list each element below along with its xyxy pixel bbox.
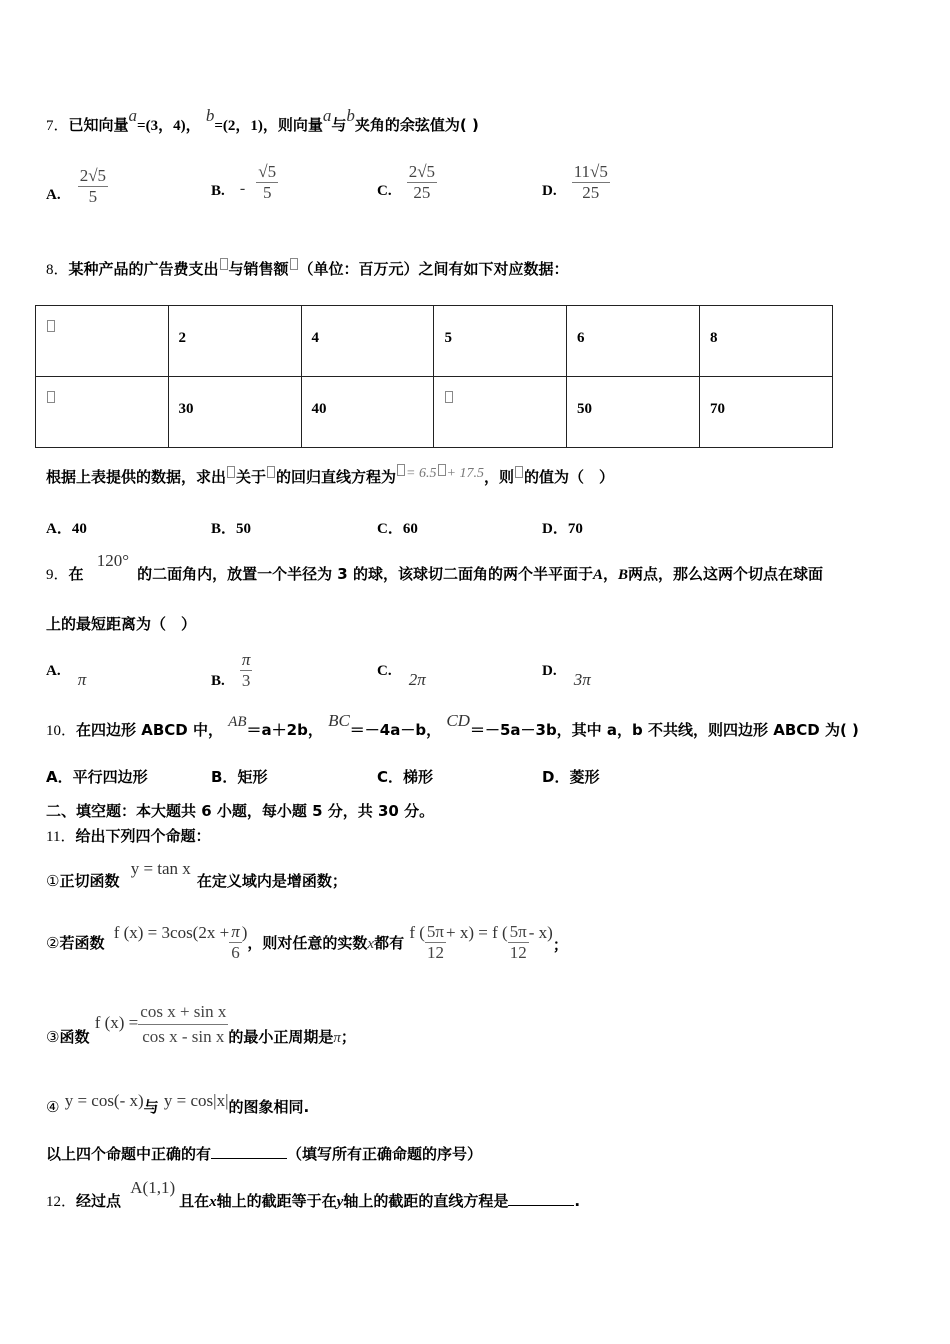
missing-glyph-icon	[47, 320, 55, 332]
option-text: 50	[236, 521, 252, 537]
stem-text: 的值为（ ）	[523, 468, 614, 486]
stem-text: 与	[143, 1098, 159, 1116]
denominator: 25	[413, 183, 431, 202]
question-8-option-a[interactable]	[46, 517, 87, 538]
vector-b: b	[346, 106, 355, 125]
stem-text: （单位：百万元）之间有如下对应数据：	[298, 260, 569, 278]
table-cell	[699, 377, 832, 448]
table-cell	[699, 306, 832, 377]
option-label: B．	[211, 768, 238, 786]
option-label: A．	[46, 521, 72, 537]
proposition-1	[46, 859, 347, 891]
stem-text: 根据上表提供的数据，求出	[46, 468, 227, 486]
formula: f (x) = 3cos(2x +	[113, 923, 230, 942]
question-7-option-c[interactable]	[377, 162, 437, 203]
formula: - x)	[528, 923, 553, 942]
cell-value: 6	[577, 330, 585, 346]
stem-text: 的回归直线方程为	[276, 468, 397, 486]
vector-a: a	[322, 106, 332, 125]
proposition-4	[46, 1090, 310, 1116]
table-cell-header	[36, 306, 169, 377]
fraction	[138, 1000, 228, 1049]
stem-text: ，	[602, 565, 618, 583]
question-7-stem	[46, 106, 479, 135]
angle-value: 120°	[96, 551, 130, 570]
option-label: C.	[377, 183, 392, 199]
minus-sign: -	[239, 180, 246, 197]
option-label: B.	[211, 673, 225, 689]
stem-text: （填写所有正确命题的序号）	[287, 1145, 483, 1163]
formula: y = cos|x|	[163, 1091, 229, 1110]
numerator: 2√5	[408, 162, 436, 181]
option-label: D.	[542, 183, 557, 199]
question-7-option-d[interactable]	[542, 162, 610, 203]
stem-text: 给出下列四个命题：	[75, 827, 211, 845]
table-cell	[567, 377, 700, 448]
option-label: B.	[211, 183, 225, 199]
option-text: 矩形	[237, 768, 268, 786]
option-value: 2π	[408, 670, 426, 689]
missing-glyph-icon	[397, 464, 405, 476]
question-number: 9．	[46, 567, 69, 583]
stem-text: 的二面角内，放置一个半径为 3 的球，该球切二面角的两个半平面于	[137, 565, 593, 583]
missing-glyph-icon	[267, 466, 275, 478]
question-number: 7．	[46, 118, 69, 134]
regression-equation: = 6.5	[406, 466, 437, 481]
question-9-option-b[interactable]	[211, 650, 252, 691]
cell-value: 2	[178, 330, 187, 346]
stem-text: 以上四个命题中正确的有	[46, 1145, 212, 1163]
variable-y: y	[336, 1194, 344, 1210]
stem-text: 经过点	[76, 1192, 122, 1210]
denominator: 25	[582, 183, 600, 202]
regression-equation-intercept: + 17.5	[446, 466, 484, 481]
formula: f (x) =	[94, 1013, 139, 1032]
proposition-3	[46, 1000, 356, 1049]
proposition-marker: ②	[46, 934, 60, 952]
option-value: π	[77, 670, 87, 689]
question-8-option-c[interactable]	[377, 517, 418, 538]
stem-text: ＝a＋2b，	[246, 721, 323, 739]
option-label: C.	[377, 663, 392, 679]
stem-text: 与销售额	[228, 260, 289, 278]
vector-ab: AB	[228, 714, 247, 730]
option-label: C．	[377, 768, 404, 786]
option-label: A．	[46, 768, 73, 786]
fraction	[78, 166, 108, 207]
vector-b-value: =(2，1)，则向量	[214, 118, 323, 134]
fraction	[572, 162, 610, 203]
stem-text: 轴上的截距的直线方程是	[343, 1192, 509, 1210]
question-9-option-a[interactable]	[46, 660, 87, 689]
table-row	[36, 306, 833, 377]
missing-glyph-icon	[220, 258, 228, 270]
vector-cd: CD	[446, 711, 470, 730]
option-text: 70	[567, 521, 583, 537]
numerator: π	[241, 650, 251, 669]
stem-text: 在	[68, 565, 84, 583]
denominator: 6	[231, 943, 240, 962]
numerator: 11√5	[573, 162, 608, 181]
stem-text: 夹角的余弦值为( )	[354, 116, 479, 134]
option-label: D．	[542, 768, 570, 786]
stem-text: 且在	[179, 1192, 210, 1210]
option-label: A.	[46, 187, 61, 203]
section-heading-text: 二、填空题：本大题共 6 小题，每小题 5 分，共 30 分。	[46, 802, 435, 820]
point-a: A	[592, 567, 603, 583]
variable-x: x	[367, 936, 375, 952]
missing-glyph-icon	[438, 464, 446, 476]
cell-value: 8	[709, 330, 718, 346]
data-table	[35, 305, 833, 448]
missing-glyph-icon	[290, 258, 298, 270]
option-value: 3π	[573, 670, 591, 689]
table-cell	[434, 306, 567, 377]
denominator: 12	[509, 943, 527, 962]
stem-text: 在四边形 ABCD 中，	[76, 721, 223, 739]
question-10-option-a[interactable]	[46, 766, 148, 787]
stem-text: 函数	[59, 1028, 90, 1046]
option-label: B．	[211, 521, 237, 537]
cell-value: 70	[709, 401, 725, 417]
question-9-option-d[interactable]	[542, 660, 591, 689]
missing-glyph-icon	[227, 466, 235, 478]
fraction	[256, 162, 278, 203]
stem-text: 的图象相同.	[228, 1098, 310, 1116]
numerator: 2√5	[79, 166, 107, 185]
numerator: π	[231, 922, 240, 941]
proposition-marker: ④	[46, 1098, 60, 1116]
vector-bc: BC	[328, 711, 350, 730]
proposition-marker: ①	[46, 872, 60, 890]
option-label: D．	[542, 521, 568, 537]
stem-text: 与	[331, 116, 347, 134]
stem-text: ＝－5a－3b，其中 a，b 不共线，则四边形 ABCD 为( )	[469, 721, 859, 739]
question-11-intro	[46, 825, 210, 846]
option-text: 60	[402, 521, 418, 537]
denominator: 5	[262, 183, 272, 202]
table-cell	[567, 306, 700, 377]
cell-value: 30	[178, 401, 194, 417]
stem-text: .	[574, 1192, 581, 1210]
answer-blank[interactable]	[211, 1158, 287, 1159]
question-10-option-b[interactable]	[211, 766, 267, 787]
stem-text: 都有	[374, 934, 405, 952]
proposition-marker: ③	[46, 1028, 60, 1046]
denominator: 5	[88, 187, 98, 206]
stem-text: 已知向量	[68, 116, 129, 134]
vector-a: a	[128, 106, 138, 125]
stem-text: 正切函数	[59, 872, 120, 890]
stem-text: 在定义域内是增函数；	[196, 872, 347, 890]
question-9-option-c[interactable]	[377, 660, 426, 689]
cell-value: 50	[577, 401, 592, 417]
formula: y = tan x	[130, 859, 191, 878]
stem-text: ＝－4a－b，	[349, 721, 442, 739]
question-number: 8．	[46, 262, 69, 278]
cell-value: 4	[311, 330, 319, 346]
question-7-option-a[interactable]	[46, 166, 108, 207]
denominator: 12	[426, 943, 444, 962]
table-cell-header	[36, 377, 169, 448]
option-label: A.	[46, 663, 61, 679]
question-8-option-d[interactable]	[542, 517, 583, 538]
table-cell	[168, 377, 301, 448]
numerator: cos x + sin x	[138, 1000, 228, 1025]
question-10-stem	[46, 711, 859, 740]
stem-text: 若函数	[59, 934, 105, 952]
stem-text: 上的最短距离为（ ）	[46, 615, 197, 633]
vector-b: b	[205, 106, 215, 125]
question-8-follow	[46, 466, 614, 487]
question-8-option-b[interactable]	[211, 517, 251, 538]
stem-text: 的最小正周期是	[228, 1028, 334, 1046]
stem-text: ，则	[483, 468, 514, 486]
fraction	[229, 922, 242, 963]
numerator: √5	[258, 162, 277, 181]
point-b: B	[618, 567, 629, 583]
answer-blank[interactable]	[508, 1205, 574, 1206]
question-number: 12．	[46, 1194, 77, 1210]
question-number: 10．	[46, 723, 77, 739]
numerator: 5π	[426, 922, 444, 941]
question-8-stem	[46, 258, 569, 279]
fraction	[240, 650, 253, 691]
table-cell	[301, 377, 434, 448]
option-text: 平行四边形	[72, 768, 148, 786]
stem-text: ；	[340, 1028, 356, 1046]
question-10-option-d[interactable]	[542, 766, 599, 787]
formula: y = cos(- x)	[64, 1091, 144, 1110]
fraction	[425, 922, 446, 963]
stem-text: 轴上的截距等于在	[216, 1192, 337, 1210]
stem-text: ；	[552, 936, 568, 954]
option-label: D.	[542, 663, 557, 679]
denominator: cos x - sin x	[142, 1027, 225, 1046]
missing-glyph-icon	[515, 466, 523, 478]
numerator: 5π	[509, 922, 527, 941]
missing-glyph-icon	[445, 391, 453, 403]
question-12-stem	[46, 1178, 581, 1211]
pi-symbol: π	[333, 1030, 341, 1046]
fraction	[407, 162, 437, 203]
table-cell-unknown	[434, 377, 567, 448]
missing-glyph-icon	[47, 391, 55, 403]
variable-x: x	[209, 1194, 217, 1210]
table-cell	[301, 306, 434, 377]
question-10-option-c[interactable]	[377, 766, 433, 787]
option-text: 菱形	[569, 768, 600, 786]
cell-value: 5	[444, 330, 452, 346]
stem-text: 关于	[236, 468, 267, 486]
table-cell	[168, 306, 301, 377]
question-9-stem-line-2	[46, 613, 196, 634]
option-text: 梯形	[403, 768, 434, 786]
section-heading	[46, 800, 434, 821]
formula: )	[241, 923, 248, 942]
formula: f (	[409, 923, 425, 942]
stem-text: 两点，那么这两个切点在球面	[628, 565, 824, 583]
table-row	[36, 377, 833, 448]
option-text: 40	[71, 521, 87, 537]
stem-text: ，则对任意的实数	[247, 934, 368, 952]
cell-value: 40	[311, 401, 327, 417]
question-11-conclusion	[46, 1143, 482, 1164]
question-number: 11．	[46, 829, 76, 845]
point-a: A(1,1)	[130, 1178, 176, 1197]
stem-text: 某种产品的广告费支出	[68, 260, 219, 278]
vector-a-value: =(3，4)，	[137, 118, 201, 134]
question-7-option-b[interactable]	[211, 162, 278, 203]
question-9-stem	[46, 551, 824, 584]
formula: + x) = f (	[446, 923, 508, 942]
fraction	[508, 922, 529, 963]
denominator: 3	[241, 671, 251, 690]
proposition-2	[46, 922, 568, 963]
option-label: C．	[377, 521, 403, 537]
